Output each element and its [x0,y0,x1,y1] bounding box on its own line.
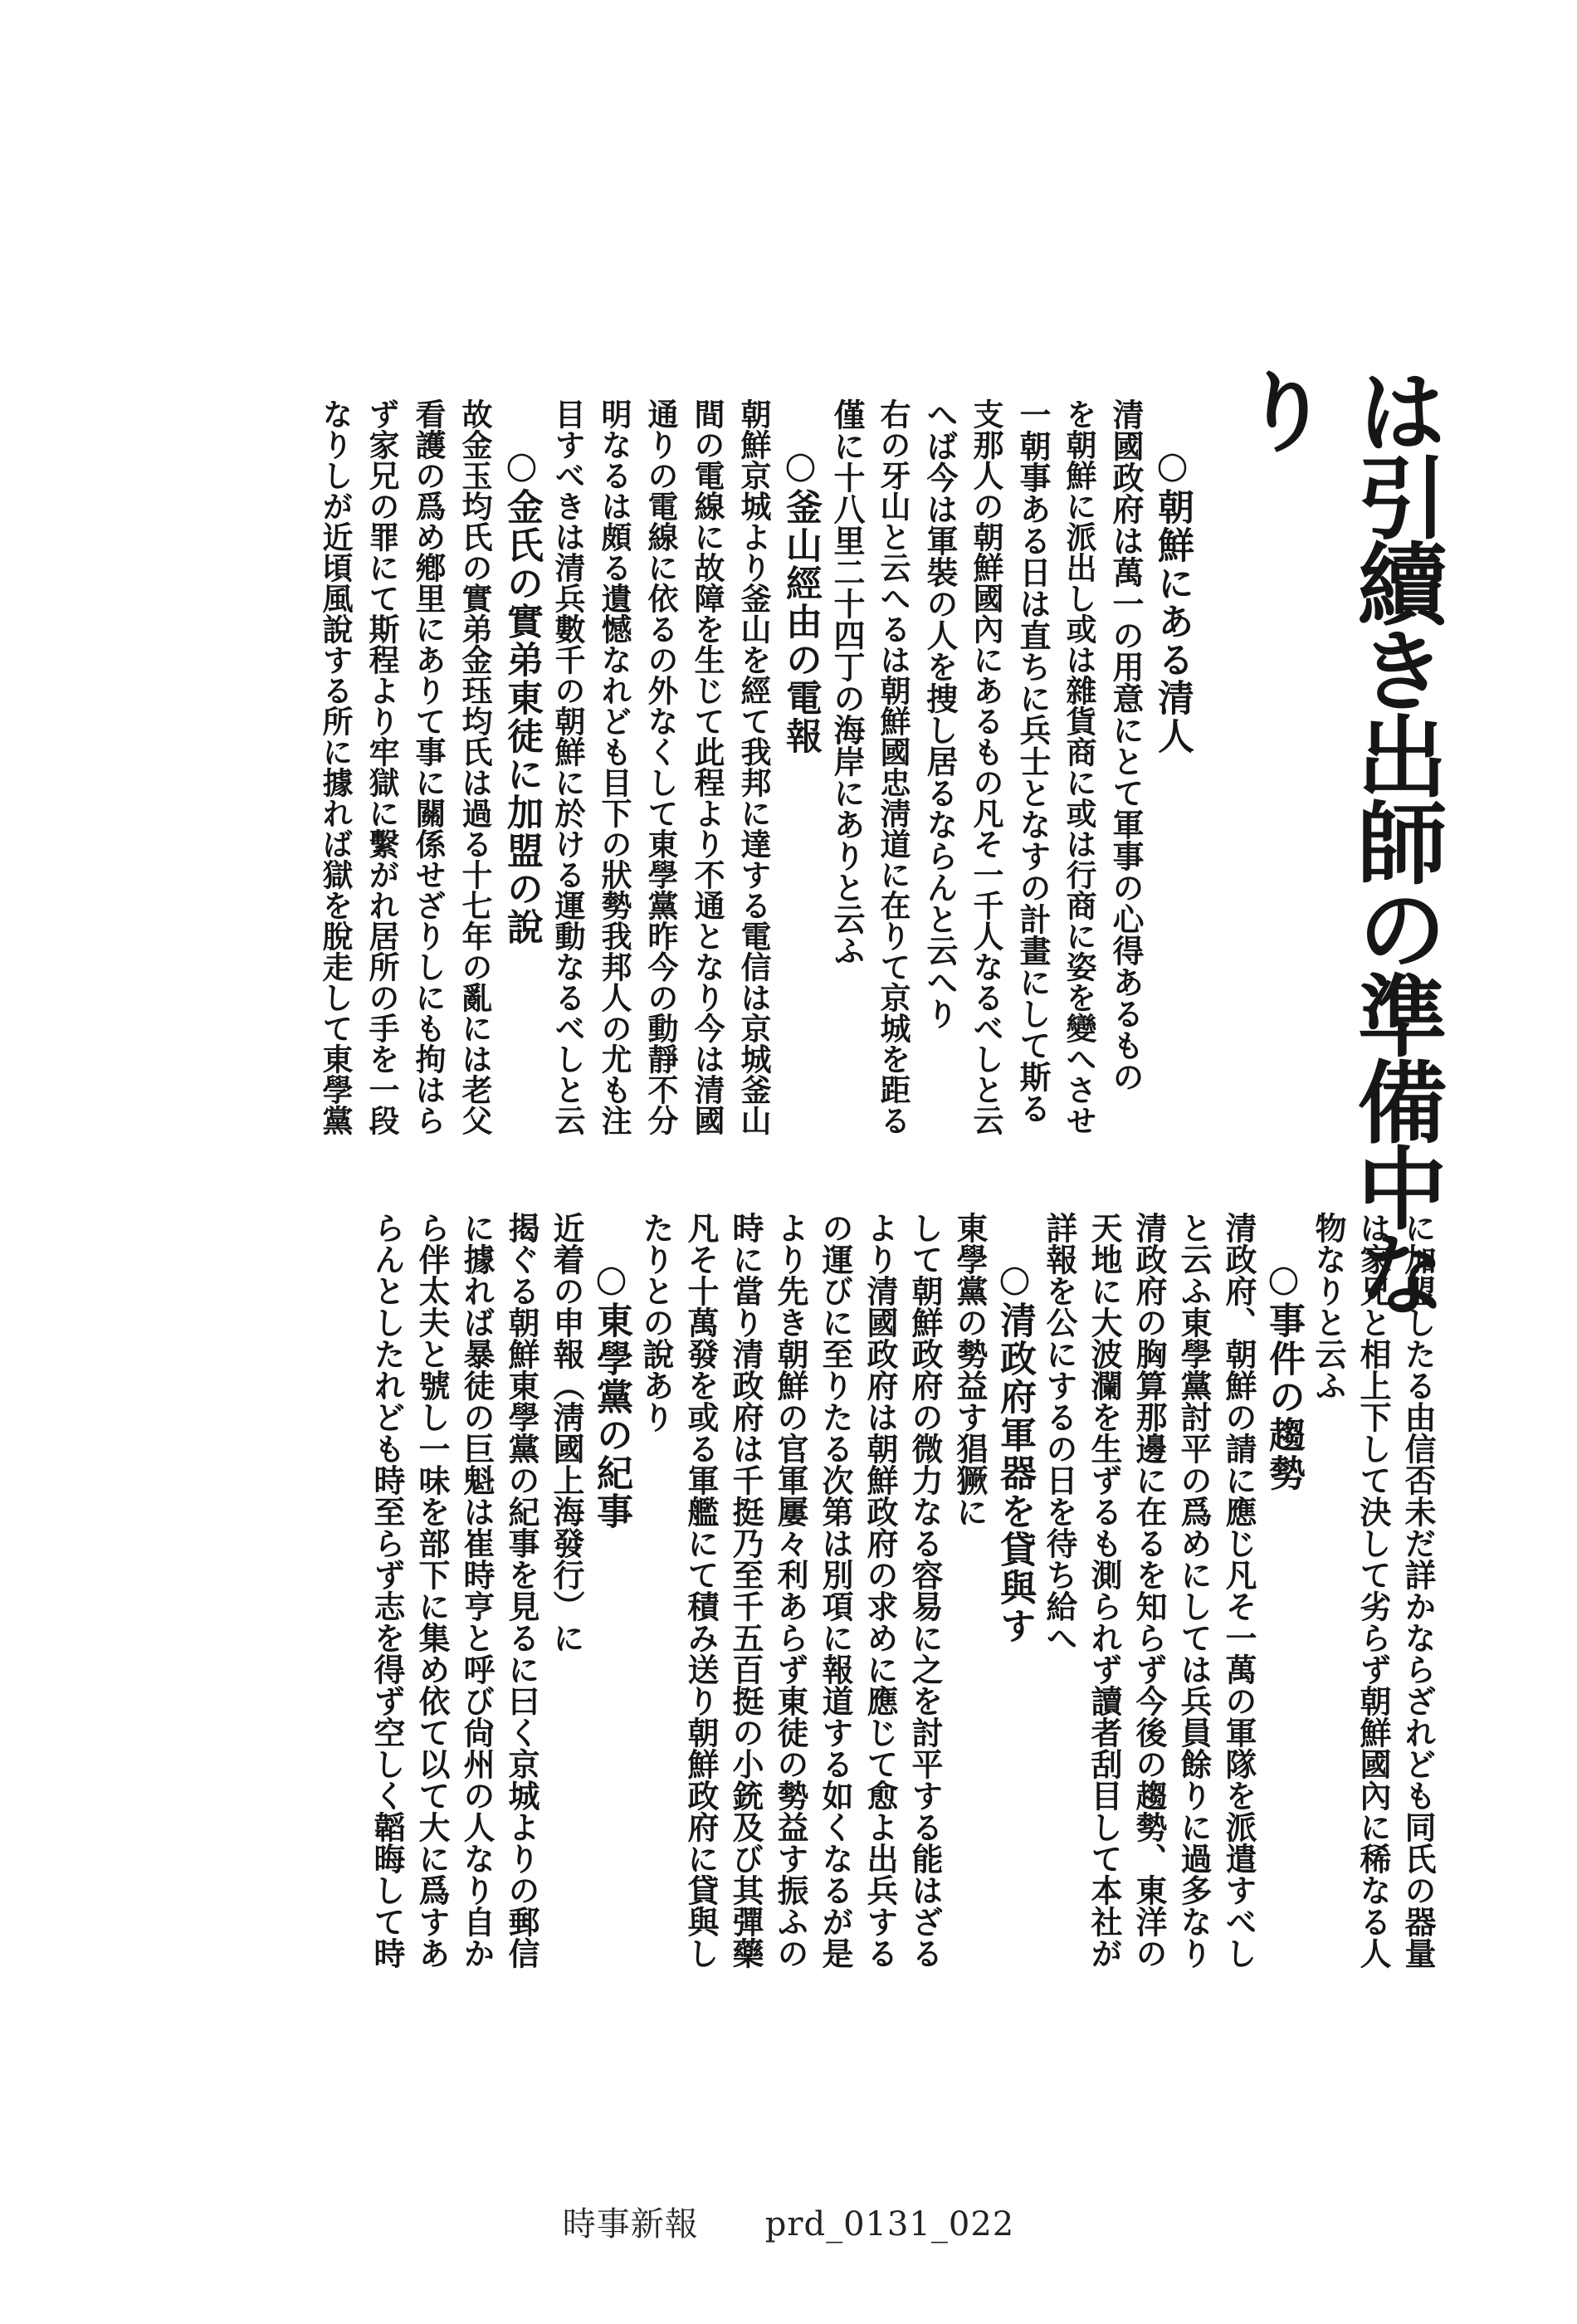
headline-line-1: は引續き出師の準備中な [1342,365,1447,1315]
upper-text-column: を朝鮮に派出し或は雜貨商に或は行商に姿を變へさせ [1061,398,1097,1135]
upper-text-column: なりしが近頃風說する所に據れば獄を脫走して東學黨 [317,398,354,1135]
lower-article-block [364,1212,1440,2042]
upper-text-column: 間の電線に故障を生じて此程より不通となり今は清國 [689,398,725,1135]
page-footer [0,2198,1577,2245]
upper-article-block [312,398,1195,1145]
lower-text-column: らんとしたれども時至らず志を得ず空しく韜晦して時 [369,1212,406,1969]
upper-text-column: 右の牙山と云へるは朝鮮國忠淸道に在りて京城を距る [875,398,911,1135]
upper-text-column: 支那人の朝鮮國內にあるもの凡そ一千人なるべしと云 [968,398,1004,1135]
upper-text-column: 清國政府は萬一の用意にとて軍事の心得あるもの [1107,398,1145,1092]
lower-text-column: ら伴太夫と號し一味を部下に集め依て以て大に爲すあ [413,1212,451,1969]
lower-text-column: 清政府の胸算那邊に在るを知らず今後の趨勢、東洋の [1130,1212,1168,1969]
upper-text-column: 看護の爲め鄕里にありて事に關係せざりしにも拘はら [410,398,447,1135]
lower-text-column: の運びに至りたる次第は別項に報道する如くなるが是 [817,1212,854,1969]
lower-heading: ○事件の趨勢 [1262,1257,1305,1492]
upper-text-column: 通りの電線に依るの外なくして東學黨昨今の動靜不分 [642,398,679,1135]
upper-heading: ○金氏の實弟東徒に加盟の說 [500,444,543,946]
upper-text-column: ず家兄の罪にて斯程より牢獄に繫がれ居所の手を一段 [364,398,400,1135]
lower-text-column: 物なりと云ふ [1310,1212,1347,1401]
upper-text-column: 一朝事ある日は直ちに兵士となすの計畫にして斯る [1014,398,1052,1124]
upper-text-column: 僅に十八里二十四丁の海岸にありと云ふ [828,398,866,966]
lower-text-column: と云ふ東學黨討平の爲めにしては兵員餘りに過多なり [1175,1212,1213,1969]
upper-text-column: 故金玉均氏の實弟金珏均氏は過る十七年の亂には老父 [456,398,493,1135]
upper-text-column: へば今は軍裝の人を捜し居るならんと云へり [921,398,959,1029]
lower-text-column: に據れば暴徒の巨魁は崔時亨と呼び尙州の人なり自か [458,1212,496,1969]
lower-text-column: 時に當り清政府は千挺乃至千五百挺の小銃及び其彈藥 [727,1212,764,1969]
lower-heading: ○清政府軍器を貸與す [994,1257,1036,1645]
lower-text-column: たりとの說あり [637,1212,675,1433]
lower-text-column: に加盟したる由信否未だ詳かならざれども同氏の器量 [1399,1212,1437,1969]
lower-text-column: して朝鮮政府の微力なる容易に之を討平する能はざる [906,1212,944,1969]
upper-heading: ○釜山經由の電報 [779,444,822,755]
page-id: prd_0131_022 [764,2205,1015,2243]
lower-text-column: 清政府、朝鮮の請に應じ凡そ一萬の軍隊を派遣すべし [1220,1212,1257,1969]
headline-line-2: り [1226,365,1330,455]
upper-heading: ○朝鮮にある清人 [1151,444,1194,755]
lower-text-column: 天地に大波瀾を生ずるも測られず讀者刮目して本社が [1086,1212,1123,1969]
lower-text-column: 詳報を公にするの日を待ち給へ [1041,1212,1078,1653]
source-label: 時事新報 [562,2205,699,2243]
lower-heading: ○東學黨の紀事 [590,1257,632,1531]
upper-text-column: 目すべきは清兵數千の朝鮮に於ける運動なるべしと云 [549,398,586,1135]
lower-text-column: 凡そ十萬發を或る軍艦にて積み送り朝鮮政府に貸與し [682,1212,720,1969]
lower-text-column: は家兄と相上下して決して劣らず朝鮮國內に稀なる人 [1355,1212,1392,1969]
lower-text-column: 近着の申報（淸國上海發行）に [548,1212,585,1653]
lower-text-column: より清國政府は朝鮮政府の求めに應じて愈よ出兵する [862,1212,899,1969]
lower-text-column: 東學黨の勢益す猖獗に [951,1212,989,1527]
lower-text-column: より先き朝鮮の官軍屢々利あらず東徒の勢益す振ふの [772,1212,809,1969]
upper-text-column: 朝鮮京城より釜山を經て我邦に達する電信は京城釜山 [735,398,772,1135]
lower-text-column: 揭ぐる朝鮮東學黨の紀事を見るに曰く京城よりの郵信 [503,1212,540,1969]
upper-text-column: 明なるは頗る遺憾なれども目下の狀勢我邦人の尤も注 [596,398,632,1135]
